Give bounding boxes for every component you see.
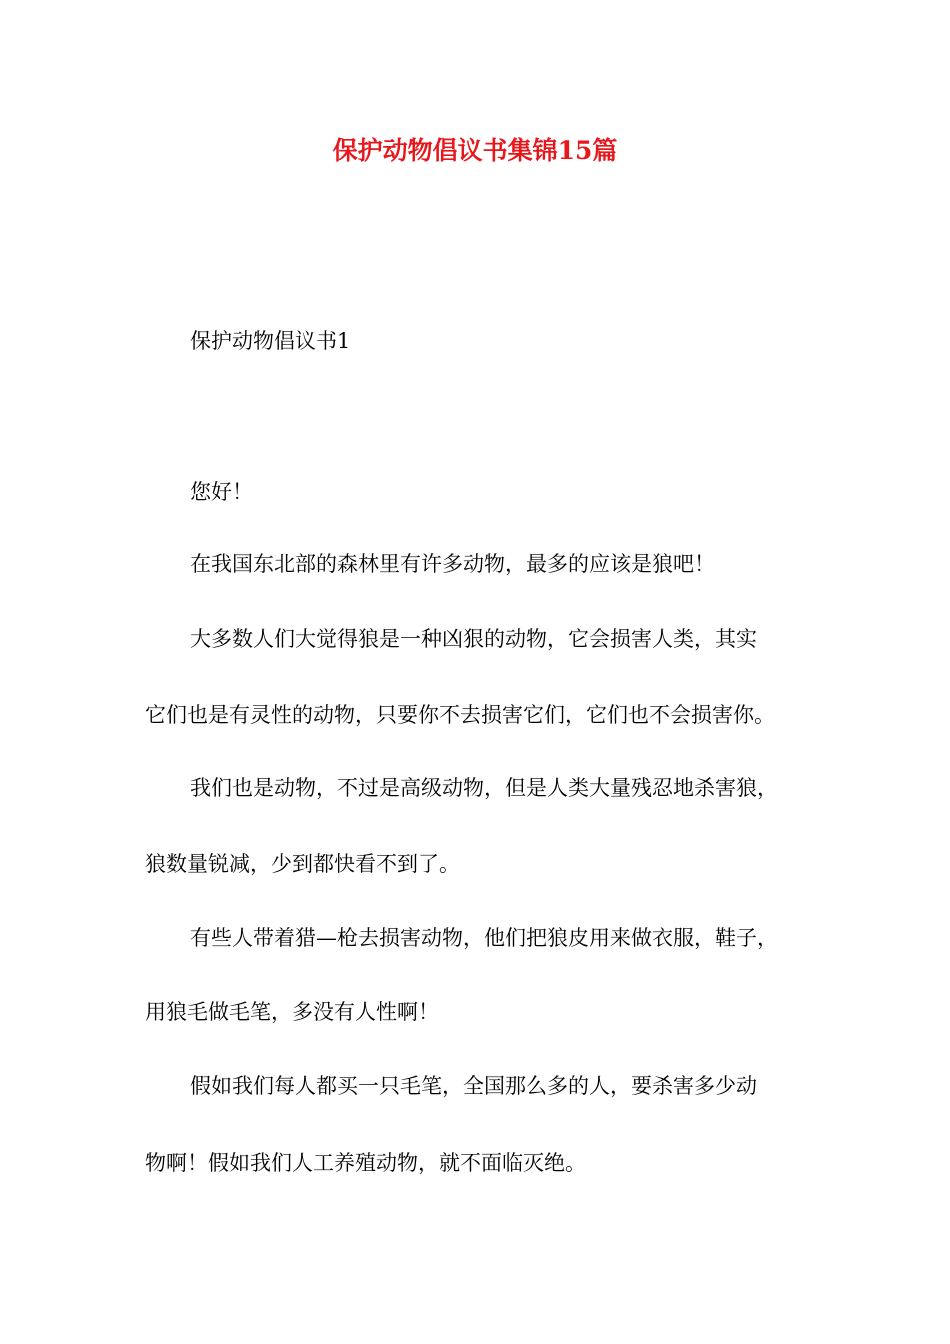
paragraph-line-5: 狼数量锐减，少到都快看不到了。 (145, 852, 460, 876)
paragraph-line-3: 它们也是有灵性的动物，只要你不去损害它们，它们也不会损害你。 (145, 703, 775, 727)
paragraph-line-2: 大多数人们大觉得狼是一种凶狠的动物，它会损害人类，其实 (190, 627, 757, 651)
section-heading: 保护动物倡议书1 (190, 329, 351, 353)
document-title: 保护动物倡议书集锦15篇 (332, 136, 618, 165)
paragraph-line-8: 假如我们每人都买一只毛笔，全国那么多的人，要杀害多少动 (190, 1074, 757, 1098)
paragraph-line-6: 有些人带着猎—枪去损害动物，他们把狼皮用来做衣服，鞋子， (190, 926, 778, 950)
paragraph-line-9: 物啊！假如我们人工养殖动物，就不面临灭绝。 (145, 1151, 586, 1175)
paragraph-line-7: 用狼毛做毛笔，多没有人性啊！ (145, 1000, 439, 1024)
paragraph-line-1: 在我国东北部的森林里有许多动物，最多的应该是狼吧！ (190, 552, 715, 576)
greeting: 您好！ (190, 480, 253, 504)
paragraph-line-4: 我们也是动物，不过是高级动物，但是人类大量残忍地杀害狼， (190, 776, 778, 800)
